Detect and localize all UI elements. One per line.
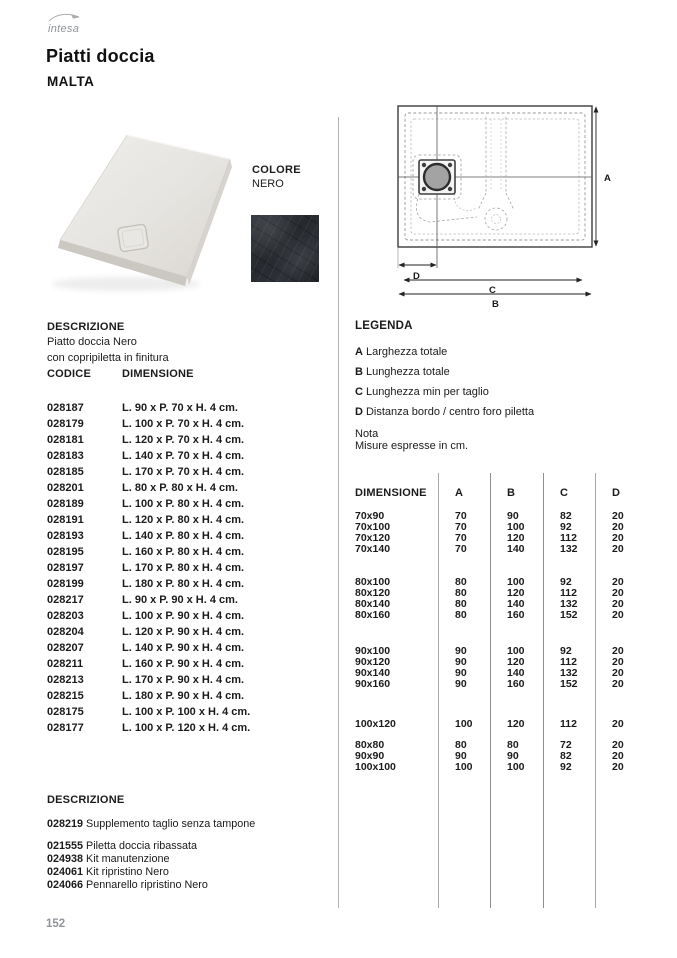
accessory-text: Pennarello ripristino Nero bbox=[86, 879, 208, 891]
dimension-value: 120 bbox=[507, 532, 525, 544]
dimension-value: 80 bbox=[455, 576, 467, 588]
description-line: con copripiletta in finitura bbox=[47, 352, 169, 364]
description-heading: DESCRIZIONE bbox=[47, 321, 125, 333]
dimension-value: 90 bbox=[455, 656, 467, 668]
dimension-row bbox=[355, 762, 660, 773]
codes-table-header bbox=[47, 368, 332, 381]
dimension-value: 90 bbox=[455, 667, 467, 679]
dimension-text: L. 90 x P. 70 x H. 4 cm. bbox=[122, 402, 238, 414]
dim-header-dimensione: DIMENSIONE bbox=[355, 487, 427, 499]
dimension-value: 100 bbox=[507, 576, 525, 588]
accessories-block bbox=[47, 794, 347, 892]
dimension-row bbox=[355, 679, 660, 690]
dimension-value: 20 bbox=[612, 510, 624, 522]
dim-header-b: B bbox=[507, 487, 516, 499]
dimension-value: 160 bbox=[507, 678, 525, 690]
dimension-value: 90 bbox=[507, 510, 519, 522]
code-row bbox=[47, 432, 332, 448]
code-row bbox=[47, 400, 332, 416]
accessory-code: 028219 bbox=[47, 818, 84, 830]
legend-text: Larghezza totale bbox=[365, 346, 448, 358]
dimension-value: 70 bbox=[455, 543, 467, 555]
dimension-rows bbox=[355, 511, 660, 773]
dimension-size: 90x160 bbox=[355, 678, 391, 690]
dimension-value: 92 bbox=[560, 761, 572, 773]
code-row bbox=[47, 416, 332, 432]
dimension-size: 70x100 bbox=[355, 521, 391, 533]
code-value: 028197 bbox=[47, 562, 84, 574]
dimension-text: L. 170 x P. 70 x H. 4 cm. bbox=[122, 466, 245, 478]
dimension-text: L. 140 x P. 90 x H. 4 cm. bbox=[122, 642, 245, 654]
accessory-row bbox=[47, 853, 347, 866]
accessory-row bbox=[47, 866, 347, 879]
dimension-value: 72 bbox=[560, 739, 572, 751]
dimension-value: 90 bbox=[455, 645, 467, 657]
legend-items bbox=[355, 347, 655, 418]
dimension-value: 112 bbox=[560, 718, 577, 730]
code-row bbox=[47, 464, 332, 480]
legend-key: C bbox=[355, 386, 363, 398]
dimension-row bbox=[355, 719, 660, 730]
dimension-value: 112 bbox=[560, 587, 577, 599]
dimension-value: 20 bbox=[612, 532, 624, 544]
code-value: 028217 bbox=[47, 594, 84, 606]
dimension-text: L. 140 x P. 70 x H. 4 cm. bbox=[122, 450, 245, 462]
dimension-size: 100x120 bbox=[355, 718, 396, 730]
legend-item bbox=[355, 387, 655, 398]
description-block bbox=[47, 321, 327, 365]
diagram-label-d: D bbox=[413, 271, 420, 282]
dimension-value: 80 bbox=[507, 739, 519, 751]
dimension-row bbox=[355, 610, 660, 621]
dimension-value: 20 bbox=[612, 718, 624, 730]
code-value: 028215 bbox=[47, 690, 84, 702]
dimension-value: 20 bbox=[612, 761, 624, 773]
dimension-value: 140 bbox=[507, 667, 525, 679]
dimension-size: 90x90 bbox=[355, 750, 385, 762]
code-row bbox=[47, 576, 332, 592]
dimension-text: L. 100 x P. 80 x H. 4 cm. bbox=[122, 498, 245, 510]
dimension-value: 20 bbox=[612, 739, 624, 751]
dimension-value: 20 bbox=[612, 587, 624, 599]
color-label: COLORE bbox=[252, 164, 301, 176]
legend-key: A bbox=[355, 346, 363, 358]
dimension-value: 132 bbox=[560, 667, 578, 679]
code-value: 028185 bbox=[47, 466, 84, 478]
accessory-row bbox=[47, 818, 347, 831]
code-row bbox=[47, 608, 332, 624]
accessory-row bbox=[47, 840, 347, 853]
accessories-heading: DESCRIZIONE bbox=[47, 794, 125, 806]
accessory-text: Piletta doccia ribassata bbox=[86, 840, 198, 852]
dimension-text: L. 120 x P. 70 x H. 4 cm. bbox=[122, 434, 245, 446]
dimension-value: 160 bbox=[507, 609, 525, 621]
dim-header-a: A bbox=[455, 487, 464, 499]
accessories-group bbox=[47, 840, 347, 892]
legend-heading: LEGENDA bbox=[355, 320, 413, 332]
code-value: 028187 bbox=[47, 402, 84, 414]
code-value: 028181 bbox=[47, 434, 84, 446]
dimension-value: 100 bbox=[507, 645, 525, 657]
note-label: Nota bbox=[355, 428, 379, 440]
dimension-value: 100 bbox=[507, 521, 525, 533]
product-photo-tray bbox=[48, 126, 243, 296]
accessory-text: Supplemento taglio senza tampone bbox=[86, 818, 256, 830]
code-row bbox=[47, 544, 332, 560]
dimension-value: 152 bbox=[560, 678, 578, 690]
dimension-size: 80x160 bbox=[355, 609, 391, 621]
dimension-row bbox=[355, 544, 660, 555]
code-value: 028195 bbox=[47, 546, 84, 558]
legend-item bbox=[355, 347, 655, 358]
description-line: Piatto doccia Nero bbox=[47, 336, 137, 348]
dimension-table-header bbox=[355, 487, 660, 499]
codes-header-codice: CODICE bbox=[47, 368, 91, 380]
dimension-size: 70x90 bbox=[355, 510, 385, 522]
code-row bbox=[47, 640, 332, 656]
dimension-text: L. 100 x P. 90 x H. 4 cm. bbox=[122, 610, 245, 622]
dimension-value: 112 bbox=[560, 532, 577, 544]
accessory-code: 021555 bbox=[47, 840, 84, 852]
dimension-text: L. 120 x P. 80 x H. 4 cm. bbox=[122, 514, 245, 526]
legend-item bbox=[355, 407, 655, 418]
dimension-value: 112 bbox=[560, 656, 577, 668]
code-row bbox=[47, 688, 332, 704]
dimension-text: L. 160 x P. 80 x H. 4 cm. bbox=[122, 546, 245, 558]
accessory-text: Kit ripristino Nero bbox=[86, 866, 169, 878]
leaf-swoosh-icon bbox=[47, 10, 87, 24]
dimension-value: 90 bbox=[455, 678, 467, 690]
code-row bbox=[47, 592, 332, 608]
dimension-text: L. 100 x P. 100 x H. 4 cm. bbox=[122, 706, 251, 718]
legend-text: Lunghezza totale bbox=[365, 366, 450, 378]
accessory-code: 024066 bbox=[47, 879, 84, 891]
color-value: NERO bbox=[252, 178, 284, 190]
dimension-value: 120 bbox=[507, 718, 525, 730]
dimension-text: L. 80 x P. 80 x H. 4 cm. bbox=[122, 482, 238, 494]
dimension-value: 20 bbox=[612, 645, 624, 657]
dimension-value: 152 bbox=[560, 609, 578, 621]
accessory-text: Kit manutenzione bbox=[86, 853, 170, 865]
product-series-name: MALTA bbox=[47, 74, 95, 89]
column-divider-line bbox=[338, 117, 339, 908]
dimension-value: 120 bbox=[507, 587, 525, 599]
dimension-size: 70x140 bbox=[355, 543, 391, 555]
accessory-code: 024938 bbox=[47, 853, 84, 865]
accessory-code: 024061 bbox=[47, 866, 84, 878]
accessory-row bbox=[47, 879, 347, 892]
dimension-text: L. 170 x P. 80 x H. 4 cm. bbox=[122, 562, 245, 574]
dimension-size: 90x120 bbox=[355, 656, 391, 668]
dimension-text: L. 90 x P. 90 x H. 4 cm. bbox=[122, 594, 238, 606]
code-value: 028189 bbox=[47, 498, 84, 510]
note-text: Misure espresse in cm. bbox=[355, 440, 469, 452]
dimension-value: 70 bbox=[455, 510, 467, 522]
code-row bbox=[47, 448, 332, 464]
page-number: 152 bbox=[46, 918, 66, 930]
codes-table bbox=[47, 368, 332, 736]
dimension-value: 80 bbox=[455, 587, 467, 599]
dimension-value: 70 bbox=[455, 521, 467, 533]
code-row bbox=[47, 720, 332, 736]
dimension-text: L. 120 x P. 90 x H. 4 cm. bbox=[122, 626, 245, 638]
dimension-group bbox=[355, 577, 660, 621]
code-row bbox=[47, 672, 332, 688]
dimension-size: 90x140 bbox=[355, 667, 391, 679]
code-row bbox=[47, 560, 332, 576]
dimension-text: L. 140 x P. 80 x H. 4 cm. bbox=[122, 530, 245, 542]
dimension-text: L. 160 x P. 90 x H. 4 cm. bbox=[122, 658, 245, 670]
code-value: 028175 bbox=[47, 706, 84, 718]
code-value: 028201 bbox=[47, 482, 84, 494]
code-value: 028177 bbox=[47, 722, 84, 734]
legend-note bbox=[355, 428, 655, 452]
code-value: 028211 bbox=[47, 658, 84, 670]
technical-drawing bbox=[385, 98, 620, 310]
diagram-label-a: A bbox=[604, 173, 611, 184]
dimension-value: 20 bbox=[612, 521, 624, 533]
dimension-value: 20 bbox=[612, 656, 624, 668]
legend-key: D bbox=[355, 406, 363, 418]
dimension-size: 80x120 bbox=[355, 587, 391, 599]
dimension-value: 132 bbox=[560, 598, 578, 610]
dimension-size: 80x80 bbox=[355, 739, 385, 751]
dimension-text: L. 170 x P. 90 x H. 4 cm. bbox=[122, 674, 245, 686]
dimension-value: 92 bbox=[560, 645, 572, 657]
dimension-value: 20 bbox=[612, 598, 624, 610]
codes-header-dimensione: DIMENSIONE bbox=[122, 368, 194, 380]
brand-name: intesa bbox=[48, 23, 80, 35]
code-row bbox=[47, 704, 332, 720]
legend-text: Lunghezza min per taglio bbox=[365, 386, 489, 398]
dimension-value: 140 bbox=[507, 598, 525, 610]
dimension-value: 100 bbox=[507, 761, 525, 773]
code-row bbox=[47, 512, 332, 528]
code-value: 028179 bbox=[47, 418, 84, 430]
code-value: 028199 bbox=[47, 578, 84, 590]
dimension-text: L. 100 x P. 70 x H. 4 cm. bbox=[122, 418, 245, 430]
dimension-group bbox=[355, 511, 660, 555]
dimension-text: L. 100 x P. 120 x H. 4 cm. bbox=[122, 722, 251, 734]
legend-text: Distanza bordo / centro foro piletta bbox=[365, 406, 535, 418]
dimension-value: 82 bbox=[560, 750, 572, 762]
dimension-text: L. 180 x P. 80 x H. 4 cm. bbox=[122, 578, 245, 590]
dimension-table bbox=[355, 470, 660, 910]
dimension-value: 90 bbox=[507, 750, 519, 762]
dimension-group bbox=[355, 646, 660, 690]
code-value: 028213 bbox=[47, 674, 84, 686]
dimension-size: 90x100 bbox=[355, 645, 391, 657]
dim-header-c: C bbox=[560, 487, 569, 499]
dimension-value: 20 bbox=[612, 609, 624, 621]
dimension-value: 20 bbox=[612, 543, 624, 555]
dimension-value: 80 bbox=[455, 598, 467, 610]
dimension-value: 100 bbox=[455, 761, 473, 773]
dimension-value: 92 bbox=[560, 576, 572, 588]
dimension-group bbox=[355, 740, 660, 773]
code-value: 028193 bbox=[47, 530, 84, 542]
dimension-text: L. 180 x P. 90 x H. 4 cm. bbox=[122, 690, 245, 702]
dimension-value: 20 bbox=[612, 576, 624, 588]
dimension-value: 100 bbox=[455, 718, 473, 730]
code-row bbox=[47, 656, 332, 672]
dimension-value: 132 bbox=[560, 543, 578, 555]
dimension-size: 100x100 bbox=[355, 761, 396, 773]
legend-block bbox=[355, 320, 655, 452]
diagram-label-c: C bbox=[489, 285, 496, 296]
legend-item bbox=[355, 367, 655, 378]
code-row bbox=[47, 528, 332, 544]
dimension-value: 80 bbox=[455, 609, 467, 621]
dimension-size: 70x120 bbox=[355, 532, 391, 544]
dimension-value: 140 bbox=[507, 543, 525, 555]
dimension-value: 20 bbox=[612, 750, 624, 762]
dimension-value: 20 bbox=[612, 667, 624, 679]
dimension-group bbox=[355, 719, 660, 730]
dimension-size: 80x100 bbox=[355, 576, 391, 588]
dimension-value: 120 bbox=[507, 656, 525, 668]
accessories-groups bbox=[47, 818, 347, 892]
accessories-group bbox=[47, 818, 347, 831]
dimension-value: 70 bbox=[455, 532, 467, 544]
code-value: 028183 bbox=[47, 450, 84, 462]
page-title: Piatti doccia bbox=[46, 46, 155, 66]
dimension-value: 90 bbox=[455, 750, 467, 762]
code-value: 028191 bbox=[47, 514, 84, 526]
code-row bbox=[47, 496, 332, 512]
code-value: 028207 bbox=[47, 642, 84, 654]
dim-header-d: D bbox=[612, 487, 621, 499]
codes-rows bbox=[47, 400, 332, 736]
dimension-size: 80x140 bbox=[355, 598, 391, 610]
brand-logo bbox=[47, 10, 107, 40]
code-value: 028203 bbox=[47, 610, 84, 622]
diagram-label-b: B bbox=[492, 299, 499, 310]
dimension-value: 92 bbox=[560, 521, 572, 533]
legend-key: B bbox=[355, 366, 363, 378]
code-row bbox=[47, 624, 332, 640]
dimension-value: 20 bbox=[612, 678, 624, 690]
code-value: 028204 bbox=[47, 626, 84, 638]
dimension-value: 80 bbox=[455, 739, 467, 751]
dimension-value: 82 bbox=[560, 510, 572, 522]
color-swatch-nero bbox=[251, 215, 319, 282]
code-row bbox=[47, 480, 332, 496]
